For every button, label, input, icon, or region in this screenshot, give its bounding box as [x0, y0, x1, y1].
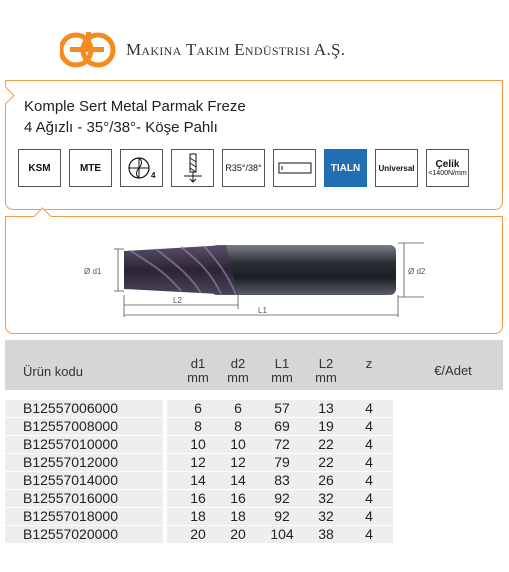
product-code: B12557010000	[5, 436, 163, 453]
d1-value: 14	[190, 472, 206, 488]
d2-value: 10	[230, 436, 246, 452]
product-info-panel	[5, 80, 503, 210]
table-row	[5, 436, 503, 454]
end-mill-drawing	[6, 217, 504, 335]
table-row	[5, 418, 503, 436]
table-row	[5, 490, 503, 508]
l2-value: 13	[318, 400, 334, 416]
d1-value: 10	[190, 436, 206, 452]
z-value: 4	[365, 490, 373, 506]
l1-value: 92	[274, 508, 290, 524]
z-value: 4	[365, 508, 373, 524]
d1-value: 8	[194, 418, 202, 434]
company-logo	[60, 30, 120, 70]
product-code: B12557016000	[5, 490, 163, 507]
product-code: B12557012000	[5, 454, 163, 471]
tool-drawing-panel	[5, 216, 503, 334]
table-row	[5, 472, 503, 490]
d1-value: 6	[194, 400, 202, 416]
d2-label: Ø d2	[408, 267, 426, 276]
d2-value: 20	[230, 526, 246, 542]
l2-value: 26	[318, 472, 334, 488]
col-header-l2: L2 mm	[315, 356, 337, 385]
product-title: Komple Sert Metal Parmak Freze	[24, 98, 246, 115]
table-header	[5, 340, 503, 390]
col-header-price: €/Adet	[434, 363, 472, 378]
product-table	[5, 400, 503, 544]
product-code: B12557018000	[5, 508, 163, 525]
l1-value: 79	[274, 454, 290, 470]
l2-value: 32	[318, 490, 334, 506]
d2-value: 6	[234, 400, 242, 416]
product-code: B12557014000	[5, 472, 163, 489]
product-code: B12557008000	[5, 418, 163, 435]
l1-value: 69	[274, 418, 290, 434]
col-header-l1: L1 mm	[271, 356, 293, 385]
l1-value: 57	[274, 400, 290, 416]
plunge-icon	[171, 149, 214, 187]
l2-value: 22	[318, 454, 334, 470]
table-row	[5, 400, 503, 418]
flute-count: 4	[150, 171, 155, 180]
z-value: 4	[365, 526, 373, 542]
z-value: 4	[365, 454, 373, 470]
table-row	[5, 526, 503, 544]
d1-label: Ø d1	[84, 267, 102, 276]
l2-value: 32	[318, 508, 334, 524]
d2-value: 16	[230, 490, 246, 506]
z-value: 4	[365, 472, 373, 488]
d1-value: 12	[190, 454, 206, 470]
coating-badge: TIALN	[324, 149, 367, 187]
company-name: Makina Takım Endüstrisi A.Ş.	[126, 40, 346, 59]
l2-value: 38	[318, 526, 334, 542]
l1-value: 104	[270, 526, 294, 542]
product-code: B12557020000	[5, 526, 163, 543]
d1-value: 16	[190, 490, 206, 506]
material-icon: Çelik <1400N/mm	[426, 149, 469, 187]
col-header-d2: d2 mm	[227, 356, 249, 385]
l2-label: L2	[173, 296, 182, 305]
header	[60, 30, 345, 70]
l1-label: L1	[258, 306, 267, 315]
z-value: 4	[365, 436, 373, 452]
l2-value: 22	[318, 436, 334, 452]
d2-value: 12	[230, 454, 246, 470]
table-row	[5, 508, 503, 526]
ksm-icon: KSM	[18, 149, 61, 187]
mte-icon: MTE	[69, 149, 112, 187]
z-value: 4	[365, 400, 373, 416]
four-flutes-icon	[120, 149, 163, 187]
col-header-d1: d1 mm	[187, 356, 209, 385]
d1-value: 20	[190, 526, 206, 542]
l1-value: 72	[274, 436, 290, 452]
col-header-z: z	[365, 356, 373, 371]
l1-value: 92	[274, 490, 290, 506]
shank-icon	[273, 149, 316, 187]
feature-icons	[18, 149, 469, 187]
table-row	[5, 454, 503, 472]
d1-value: 18	[190, 508, 206, 524]
col-header-code: Ürün kodu	[23, 364, 83, 379]
l2-value: 19	[318, 418, 334, 434]
product-code: B12557006000	[5, 400, 163, 417]
z-value: 4	[365, 418, 373, 434]
d2-value: 18	[230, 508, 246, 524]
d2-value: 14	[230, 472, 246, 488]
helix-angle-icon: R35°/38°	[222, 149, 265, 187]
d2-value: 8	[234, 418, 242, 434]
universal-icon: Universal	[375, 149, 418, 187]
product-subtitle: 4 Ağızlı - 35°/38°- Köşe Pahlı	[24, 119, 218, 136]
l1-value: 83	[274, 472, 290, 488]
